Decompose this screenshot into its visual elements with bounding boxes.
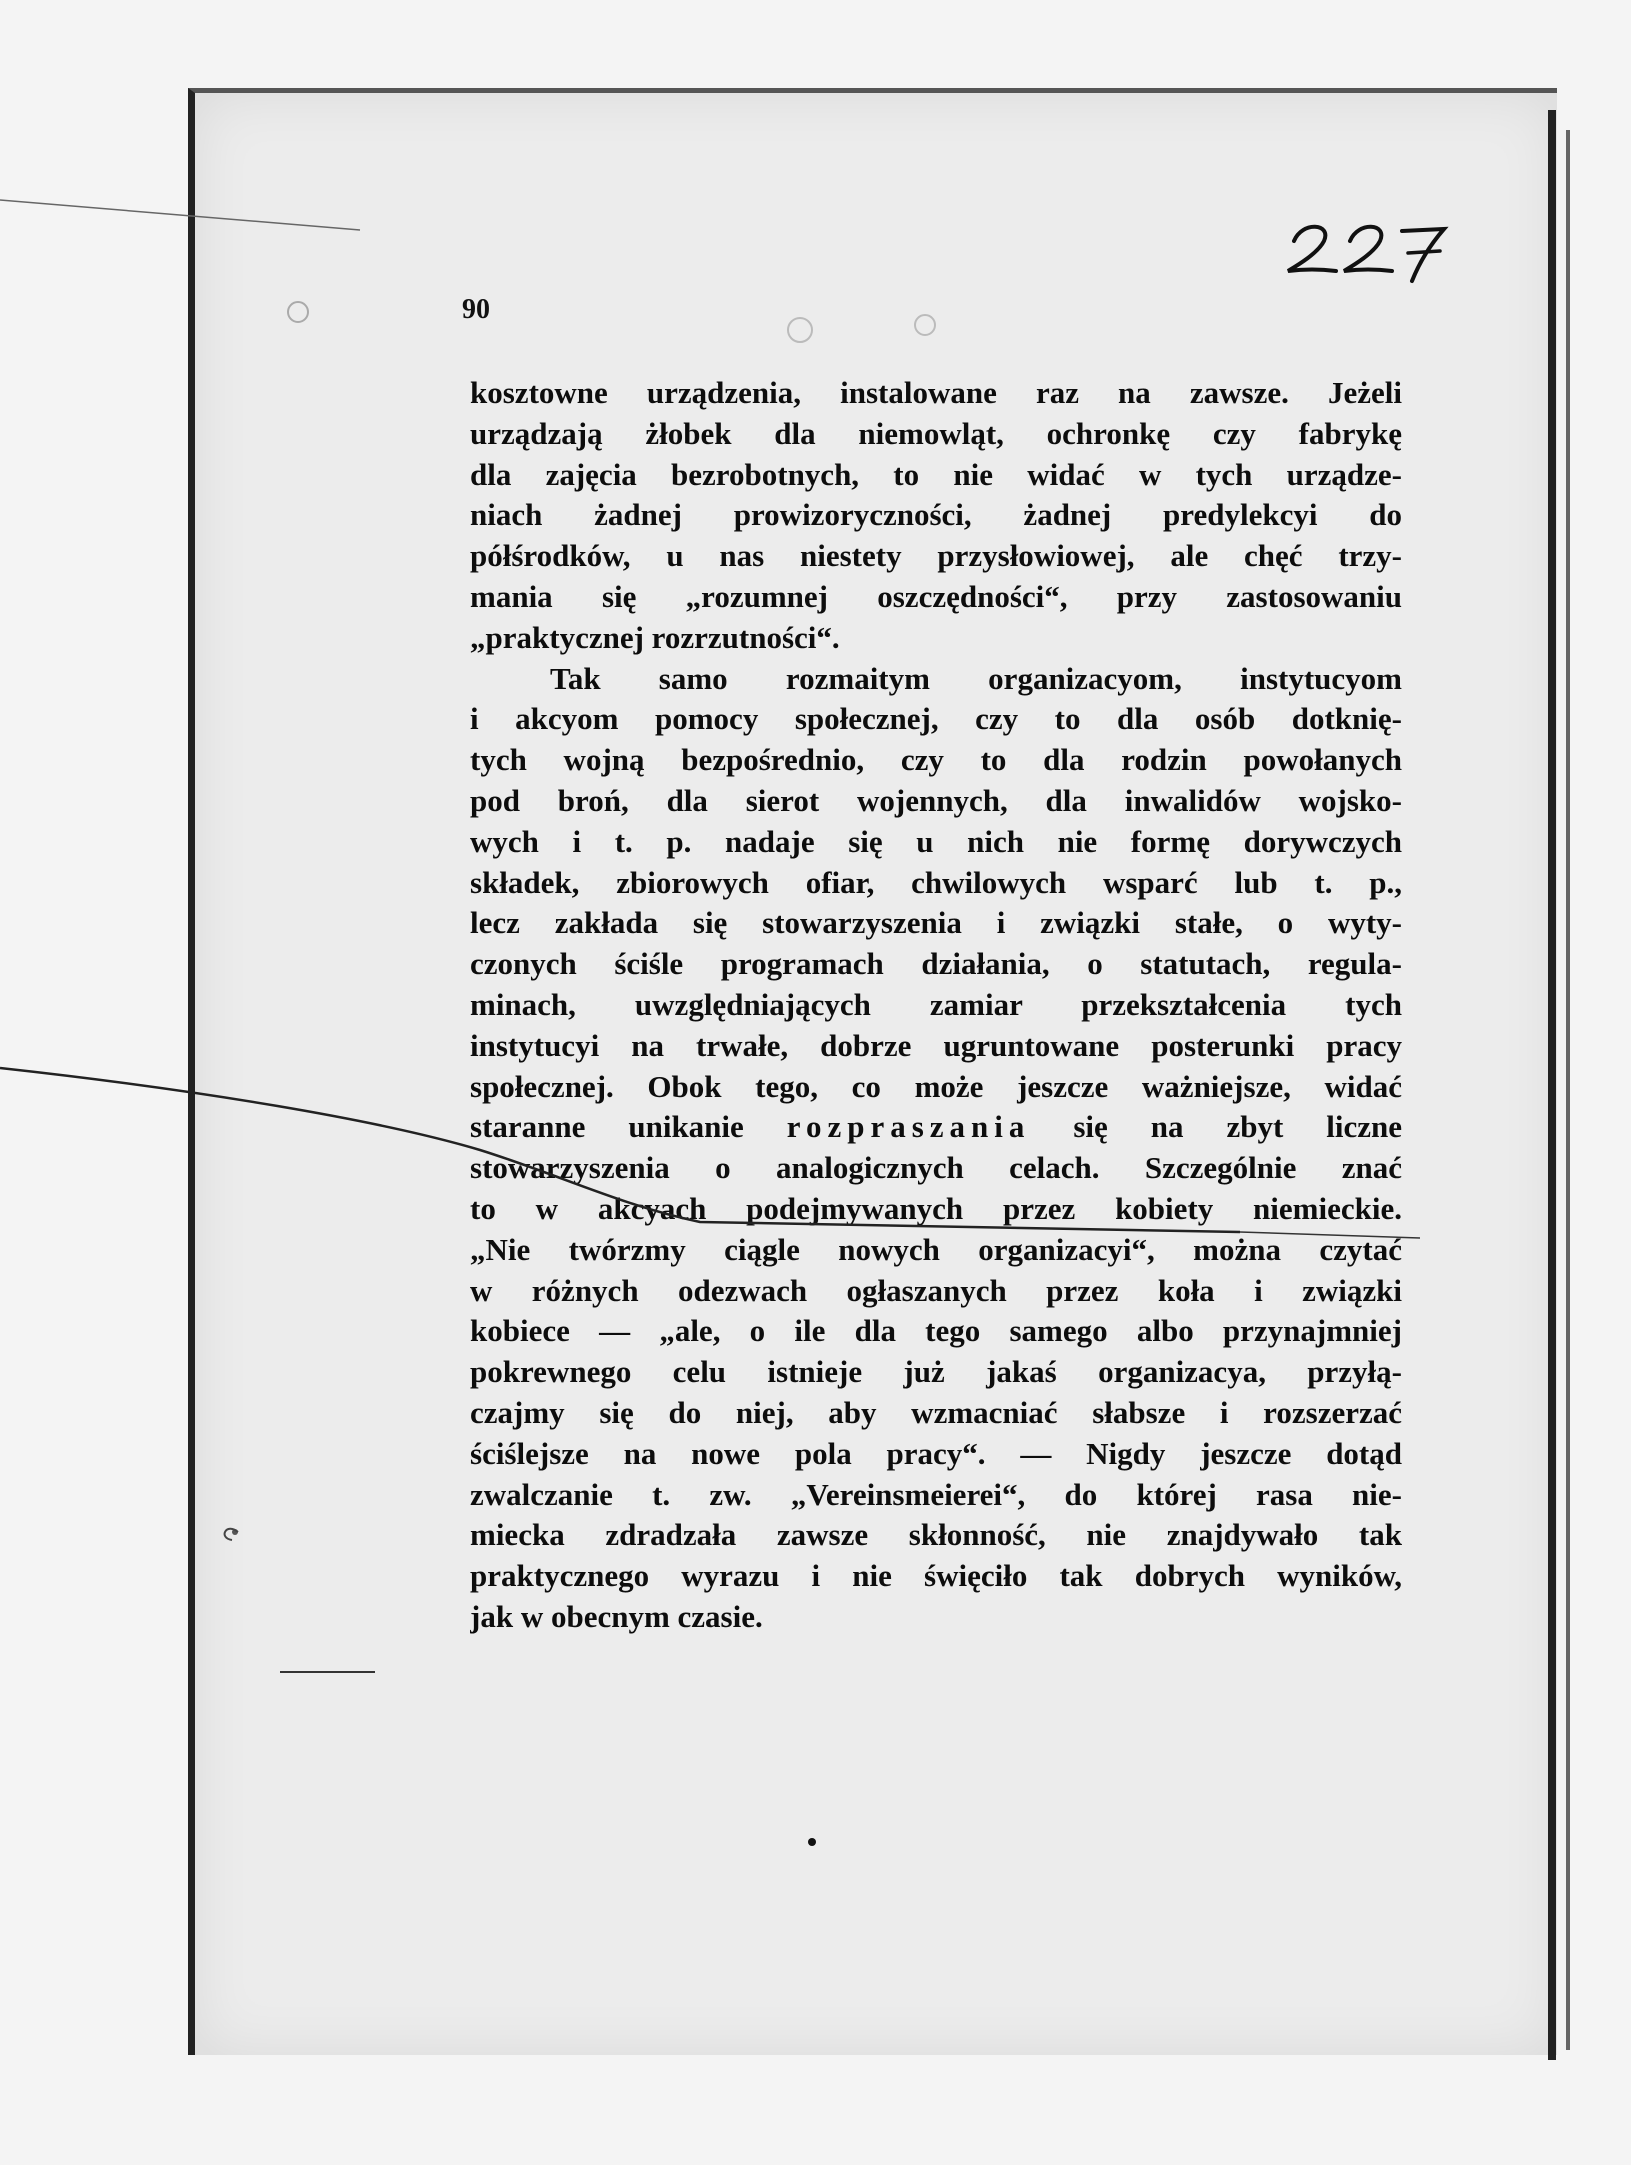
text-line: kosztowne urządzenia, instalowane raz na zawsze. Jeżeli xyxy=(470,375,1402,410)
spaced-emphasis: rozpraszania xyxy=(786,1109,1031,1145)
text-line: „Nie twórzmy ciągle nowych organizacyi“, można czytać xyxy=(470,1231,1402,1267)
text-line: pod broń, dla sierot wojennych, dla inwalidów wojsko- xyxy=(470,782,1402,818)
text-line: miecka zdradzała zawsze skłonność, nie znajdywało tak xyxy=(470,1517,1402,1553)
text-line: czonych ściśle programach działania, o statutach, regula- xyxy=(470,946,1402,982)
text-line: instytucyi na trwałe, dobrze ugruntowane posterunki pracy xyxy=(470,1027,1402,1063)
text-line: jak w obecnym czasie. xyxy=(470,1598,763,1634)
text-line: półśrodków, u nas niestety przysłowiowej, ale chęć trzy- xyxy=(470,538,1402,574)
text-line: pokrewnego celu istnieje już jakaś organizacya, przyłą- xyxy=(470,1354,1402,1390)
text-line: staranne unikanie rozpraszania się na zbyt liczne xyxy=(470,1109,1402,1145)
text-line: dla zajęcia bezrobotnych, to nie widać w tych urządze- xyxy=(470,456,1402,492)
handwritten-folio-number xyxy=(1280,205,1450,285)
text-line: kobiece — „ale, o ile dla tego samego albo przynajmniej xyxy=(470,1313,1402,1349)
text-line: Tak samo rozmaitym organizacyom, instytucyom xyxy=(550,660,1402,696)
sheet-right-edge-shadow xyxy=(1566,130,1570,2050)
page-number: 90 xyxy=(462,294,490,325)
text-line: zwalczanie t. zw. „Vereinsmeierei“, do której rasa nie- xyxy=(470,1476,1402,1512)
text-line: minach, uwzględniających zamiar przekształcenia tych xyxy=(470,986,1402,1022)
text-line: składek, zbiorowych ofiar, chwilowych wsparć lub t. p., xyxy=(470,864,1402,900)
text-line: stowarzyszenia o analogicznych celach. Szczególnie znać xyxy=(470,1150,1402,1186)
text-line: i akcyom pomocy społecznej, czy to dla osób dotknię- xyxy=(470,701,1402,737)
text-line: to w akcyach podejmywanych przez kobiety niemieckie. xyxy=(470,1190,1402,1226)
text-line: społecznej. Obok tego, co może jeszcze ważniejsze, widać xyxy=(470,1068,1402,1104)
text-line: urządzają żłobek dla niemowląt, ochronkę czy fabrykę xyxy=(470,415,1402,451)
body-text xyxy=(470,373,1402,1638)
text-line: mania się „rozumnej oszczędności“, przy zastosowaniu xyxy=(470,578,1402,614)
text-line: ściślejsze na nowe pola pracy“. — Nigdy jeszcze dotąd xyxy=(470,1435,1402,1471)
text-line: „praktycznej rozrzutności“. xyxy=(470,619,840,655)
text-line: tych wojną bezpośrednio, czy to dla rodzin powołanych xyxy=(470,742,1402,778)
sheet-right-edge xyxy=(1548,110,1556,2060)
text-line: w różnych odezwach ogłaszanych przez koła i związki xyxy=(470,1272,1402,1308)
text-line: praktycznego wyrazu i nie święciło tak dobrych wyników, xyxy=(470,1558,1402,1594)
text-line: wych i t. p. nadaje się u nich nie formę dorywczych xyxy=(470,823,1402,859)
text-line: niach żadnej prowizoryczności, żadnej predylekcyi do xyxy=(470,497,1402,533)
text-line: lecz zakłada się stowarzyszenia i związki stałe, o wyty- xyxy=(470,905,1402,941)
text-line: czajmy się do niej, aby wzmacniać słabsze i rozszerzać xyxy=(470,1394,1402,1430)
